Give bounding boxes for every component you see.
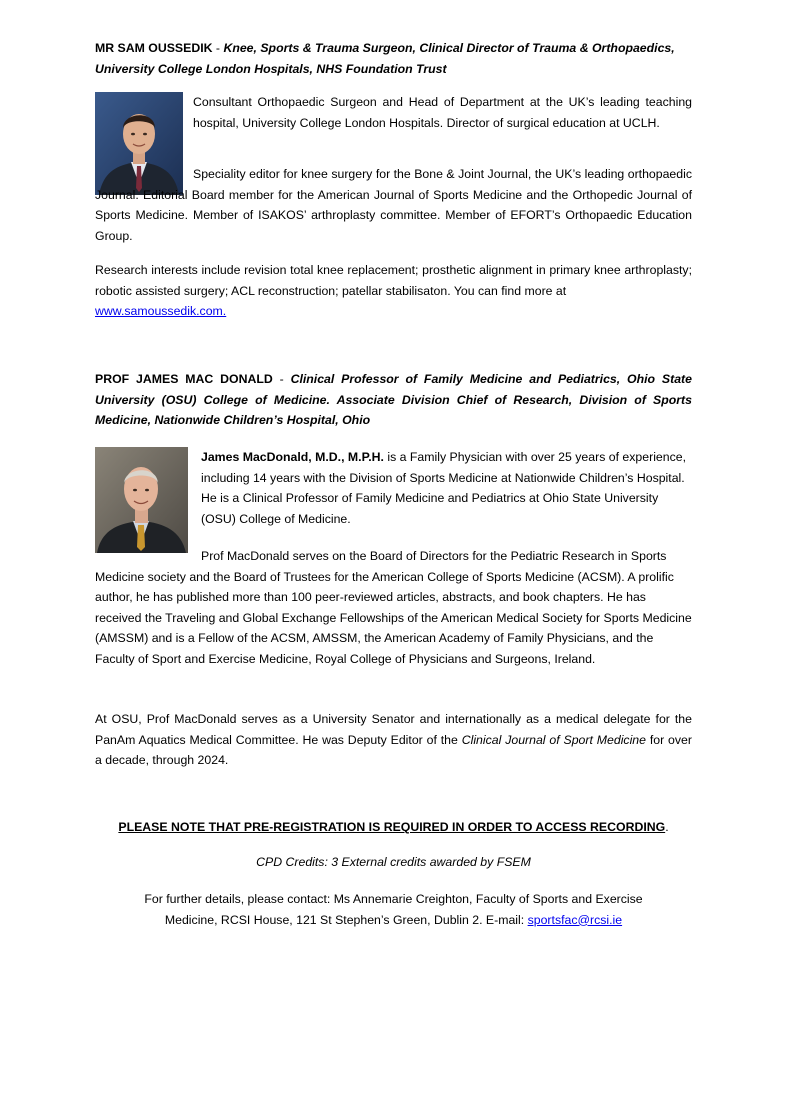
speaker2-bio-para2: Prof MacDonald serves on the Board of Directors for the Pediatric Research in Sports Medicine society and the Board of Trustees for the American College of Sports Medicine (ACSM). A prolific author, he has published more than 100 peer-reviewed articles, abstracts, and book chapters. He has received the Traveling and Global Exchange Fellowships of the American Medical Society for Sports Medicine (AMSSM) and is a Fellow of the ACSM, AMSSM, the American Academy of Family Physicians, and the Faculty of Sport and Exercise Medicine, Royal College of Physicians and Surgeons, Ireland.	[95, 549, 692, 666]
speaker2-title: Clinical Professor of Family Medicine and Pediatrics, Ohio State University (OSU) College of Medicine. Associate Division Chief of Research, Division of Sports Medicine, Nationwide Children’s Hospital, Ohio	[95, 372, 692, 428]
speaker1-research-para: Research interests include revision total knee replacement; prosthetic alignment in primary knee arthroplasty; robotic assisted surgery; ACL reconstruction; patellar stabilisaton. You can find more at www.samoussedik.com.	[95, 263, 692, 319]
speaker1-name: MR SAM OUSSEDIK	[95, 41, 213, 55]
journal-title: Clinical Journal of Sport Medicine	[461, 732, 646, 747]
registration-notice: PLEASE NOTE THAT PRE-REGISTRATION IS REQUIRED IN ORDER TO ACCESS RECORDING.	[118, 820, 669, 834]
speaker2-bio-para1: James MacDonald, M.D., M.P.H. is a Family Physician with over 25 years of experience, including 14 years with the Division of Sports Medicine at Nationwide Children’s Hospital. He is a Clinical Professor of Family Medicine and Pediatrics at Ohio State University (OSU) College of Medicine.	[201, 450, 687, 526]
speaker2-heading: PROF JAMES MAC DONALD - Clinical Professor of Family Medicine and Pediatrics, Ohio State University (OSU) College of Medicine. Associate Division Chief of Research, Division of Sports Medicine, Nationwide Children’s Hospital, Ohio	[95, 372, 692, 428]
speaker1-title-line2: University College London Hospitals, NHS Foundation Trust	[95, 61, 447, 76]
speaker1-bio-para2: Speciality editor for knee surgery for the Bone & Joint Journal, the UK’s leading orthopaedic Journal. Editorial Board member for the American Journal of Sports Medicine and the Orthopedic Journal of Sports Medicine. Member of ISAKOS’ arthroplasty committee. Member of EFORT’s Orthopaedic Education Group.	[95, 167, 692, 243]
speaker2-bio-para3: At OSU, Prof MacDonald serves as a University Senator and internationally as a medical delegate for the PanAm Aquatics Medical Committee. He was Deputy Editor of the Clinical Journal of Sport Medicine for over a decade, through 2024.	[95, 712, 692, 768]
speaker2-photo	[95, 447, 188, 553]
contact-line2: Medicine, RCSI House, 121 St Stephen’s Green, Dublin 2. E-mail:	[164, 912, 528, 927]
email-link[interactable]: sportsfac@rcsi.ie	[527, 912, 623, 927]
contact-details	[95, 889, 692, 930]
speaker2-name: PROF JAMES MAC DONALD	[95, 372, 273, 386]
cpd-credits: CPD Credits: 3 External credits awarded by FSEM	[256, 855, 531, 869]
speaker1-bio-para1: Consultant Orthopaedic Surgeon and Head of Department at the UK’s leading teaching hospital, University College London Hospitals. Director of surgical education at UCLH.	[193, 95, 692, 130]
contact-line1: For further details, please contact: Ms Annemarie Creighton, Faculty of Sports and Exercise	[144, 892, 643, 906]
speaker1-title-line1: Knee, Sports & Trauma Surgeon, Clinical Director of Trauma & Orthopaedics,	[223, 41, 675, 55]
speaker1-heading: MR SAM OUSSEDIK - Knee, Sports & Trauma Surgeon, Clinical Director of Trauma & Orthopaedics, University College London Hospitals, NHS Foundation Trust	[95, 41, 675, 76]
speaker2-name-bold: James MacDonald, M.D., M.P.H.	[201, 450, 384, 464]
speaker1-website-link[interactable]: www.samoussedik.com.	[95, 304, 227, 319]
registration-notice-text: PLEASE NOTE THAT PRE-REGISTRATION IS REQUIRED IN ORDER TO ACCESS RECORDING	[118, 820, 666, 834]
